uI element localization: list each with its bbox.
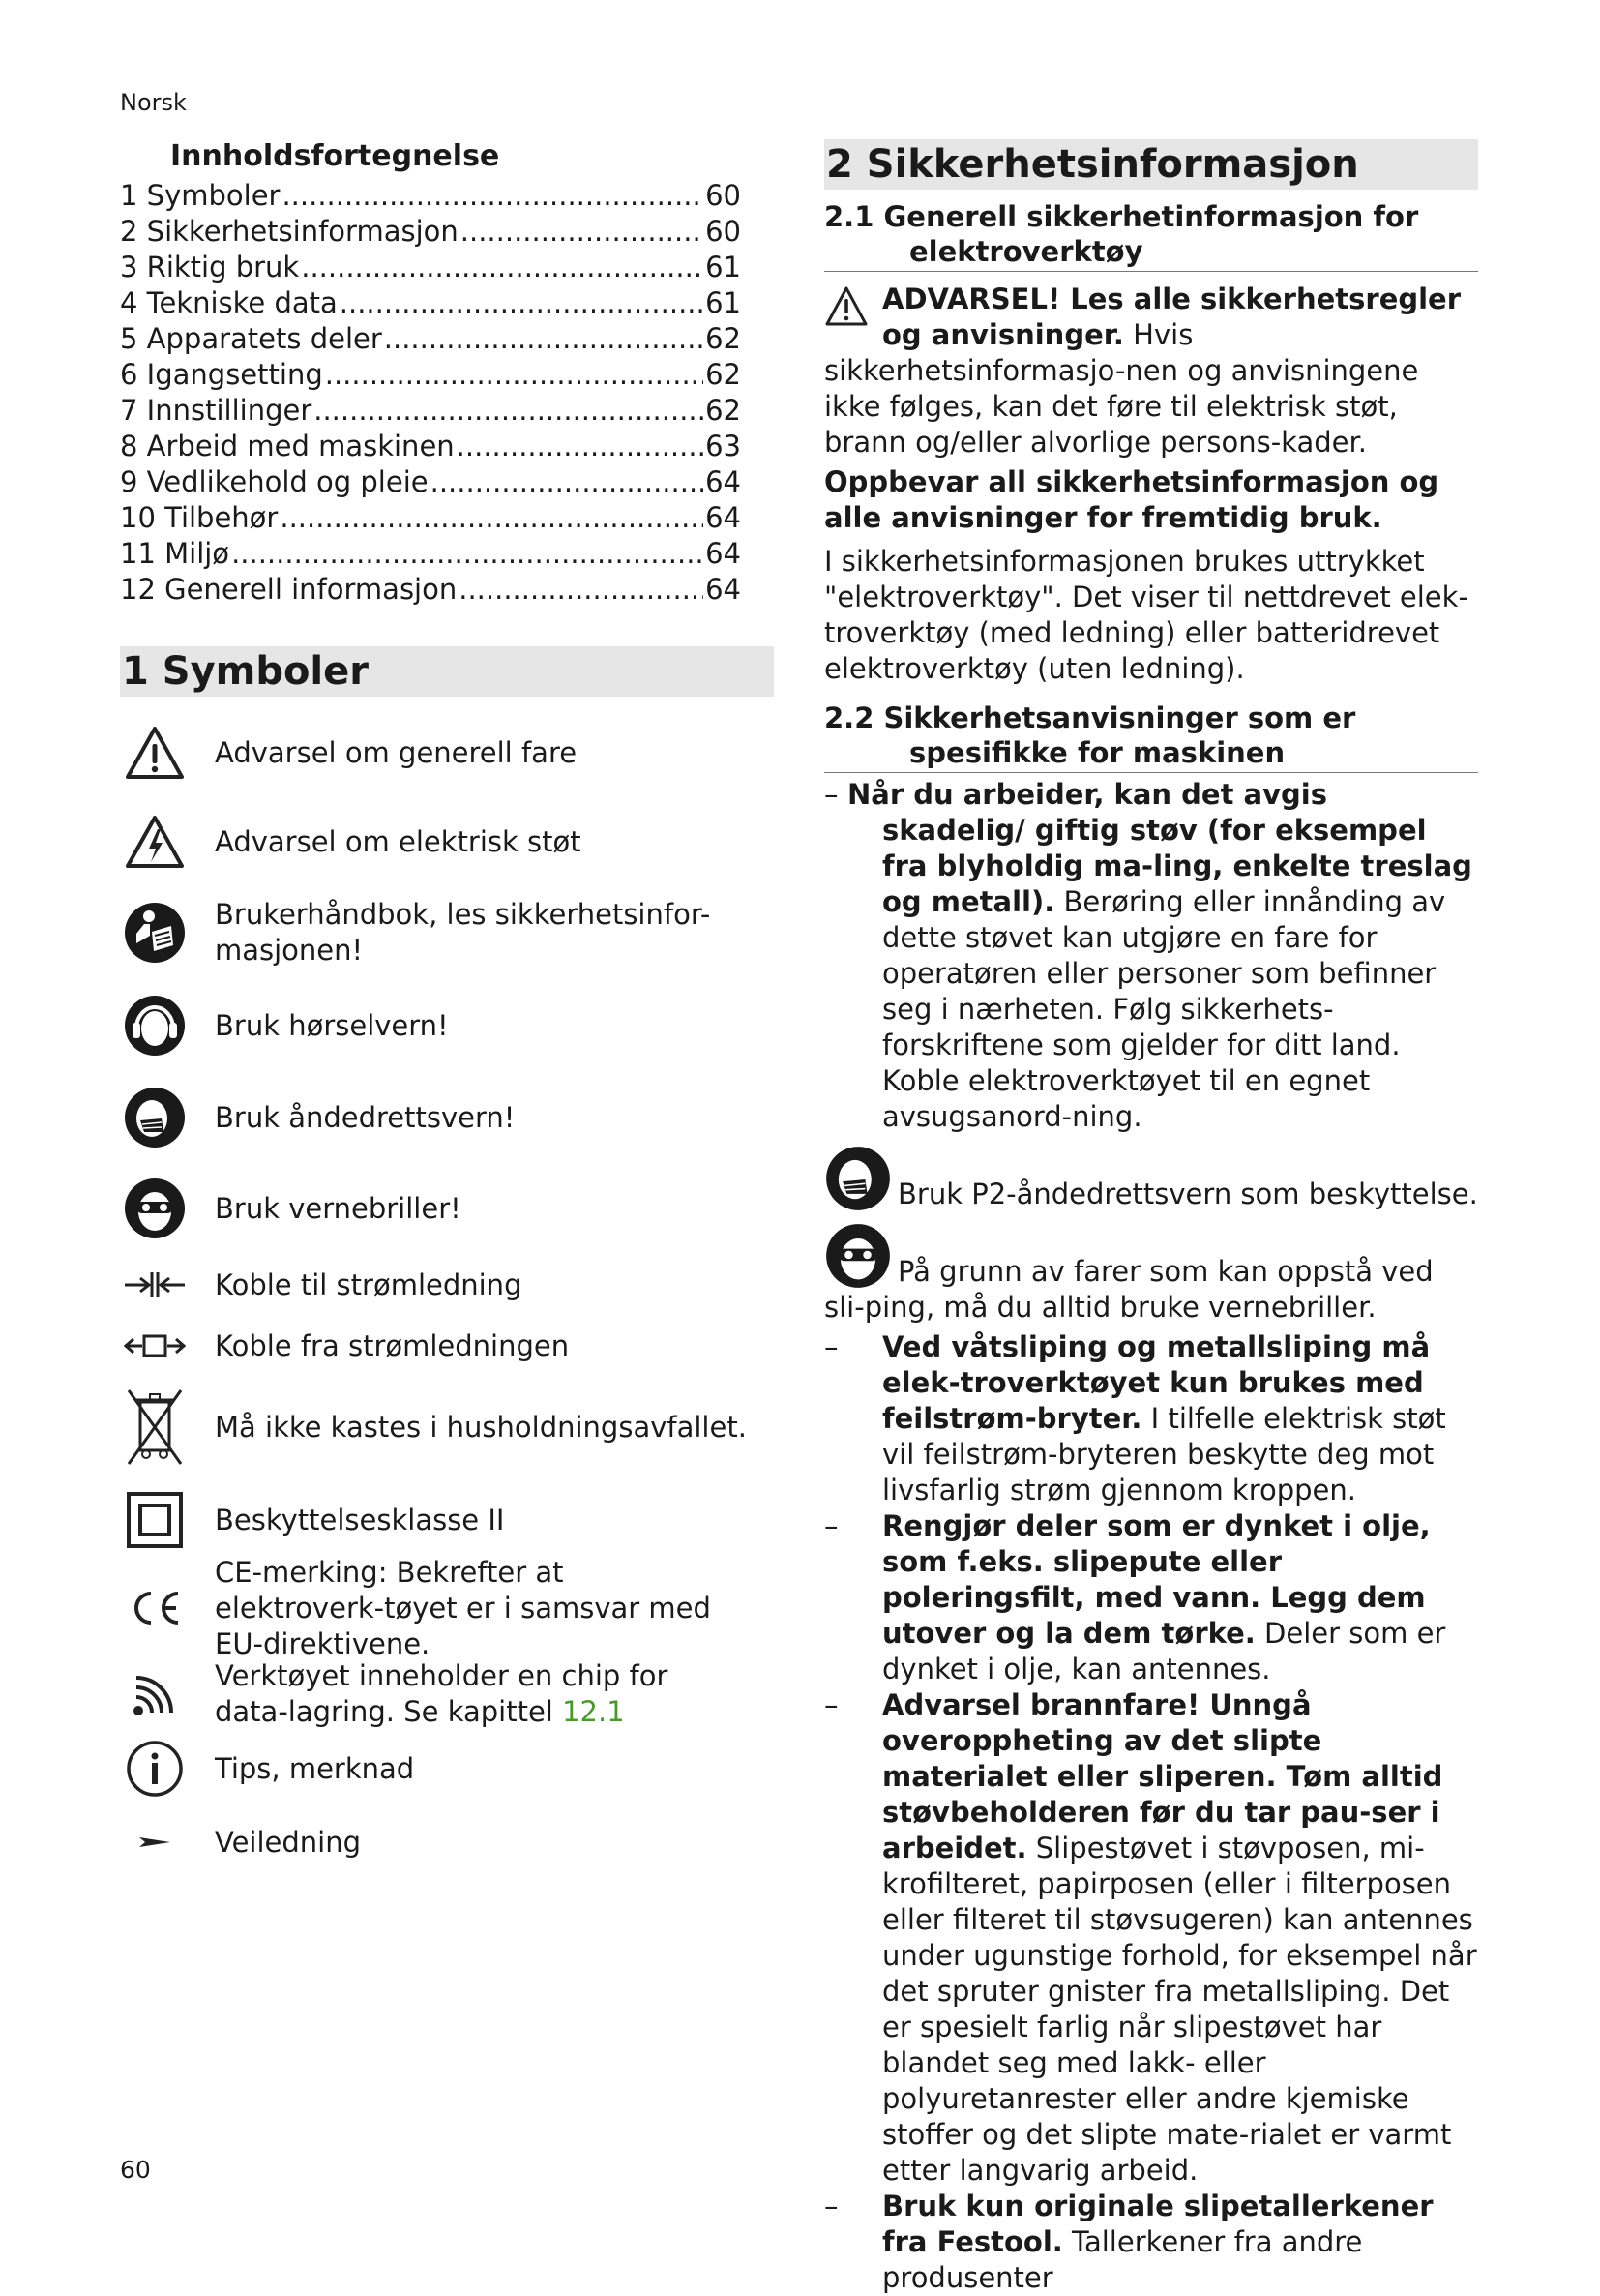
toc-entry[interactable]: 2 Sikkerhetsinformasjon ..... 60	[120, 214, 741, 250]
toc-entry[interactable]: 12 Generell informasjon ..... 64	[120, 572, 741, 608]
plug-disconnect-icon	[120, 1330, 190, 1361]
symbol-row: Brukerhåndbok, les sikkerhetsinfor-masjonen!	[120, 886, 774, 979]
symbol-row: Advarsel om elektrisk støt	[120, 797, 774, 886]
toc-entry[interactable]: 5 Apparatets deler ..... 62	[120, 321, 741, 357]
language-label: Norsk	[120, 89, 187, 116]
info-icon	[120, 1740, 190, 1798]
keep-instructions: Oppbevar all sikkerhetsinformasjon og alle anvisninger for fremtidig bruk.	[824, 465, 1439, 534]
term-explanation: I sikkerhetsinformasjonen brukes uttrykket "elektroverktøy". Det viser til nettdrevet elek-troverktøy (med ledning) eller batteridrevet elektroverktøy (uten ledning).	[824, 545, 1468, 685]
bullet-dust: – Når du arbeider, kan det avgis skadelig/ giftig støv (for eksempel fra blyholdig ma-ling, enkelte treslag og metall). Berøring eller innånding av dette støvet kan utgjøre en fare for operatøren eller personer som befinner seg i nærheten. Følg sikkerhets-forskriftene som gjelder for ditt land. Koble elektroverktøyet til en egnet avsugsanord-ning.	[824, 778, 1472, 1133]
rfid-chip-icon	[120, 1670, 190, 1718]
p2-respirator-line: Bruk P2-åndedrettsvern som beskyttelse.	[824, 1145, 1478, 1212]
right-column	[824, 139, 1478, 2296]
rfid-description: Verktøyet inneholder en chip for data-lagring. Se kapittel	[215, 1659, 668, 1728]
table-of-contents	[120, 178, 741, 608]
symbol-row: Bruk åndedrettsvern!	[120, 1072, 774, 1163]
section-heading-symbols: 1 Symboler	[120, 646, 774, 697]
respirator-icon	[120, 1086, 190, 1149]
toc-entry[interactable]: 3 Riktig bruk ..... 61	[120, 250, 741, 285]
electric-shock-warning-icon	[120, 814, 190, 870]
symbol-row: Veiledning	[120, 1804, 774, 1881]
page-number: 60	[120, 2156, 151, 2184]
symbol-row: Beskyttelsesklasse II	[120, 1478, 774, 1562]
subsection-heading-2-1: 2.1 Generell sikkerhetinformasjon for elektroverktøy	[824, 199, 1478, 272]
warning-triangle-icon	[824, 285, 869, 328]
symbol-row: Koble fra strømledningen	[120, 1316, 774, 1376]
read-manual-icon	[120, 901, 190, 965]
safety-goggles-icon	[120, 1177, 190, 1240]
crossed-bin-icon	[120, 1387, 190, 1468]
toc-entry[interactable]: 7 Innstillinger ..... 62	[120, 393, 741, 429]
symbol-row	[120, 1655, 774, 1734]
bullet-fire: – Advarsel brannfare! Unngå overoppheting av det slipte materialet eller sliperen. Tøm alltid støvbeholderen før du tar pau-ser i arbeidet. Slipestøvet i støvposen, mi-krofilteret, papirposen (eller i filterposen eller filteret til støvsugeren) kan antennes under ugunstige forhold, for eksempel når det spruter gnister fra metallsliping. Det er spesielt farlig når slipestøvet har blandet seg med lakk- eller polyuretanrester eller andre kjemiske stoffer og det slipte mate-rialet er varmt etter langvarig arbeid.	[824, 1688, 1477, 2187]
toc-entry[interactable]: 9 Vedlikehold og pleie ..... 64	[120, 464, 741, 500]
toc-title: Innholdsfortegnelse	[170, 139, 500, 173]
symbol-list	[120, 708, 774, 1881]
bullet-oil-parts: – Rengjør deler som er dynket i olje, som f.eks. slipepute eller poleringsfilt, med vann. Legg dem utover og la dem tørke. Deler som er dynket i olje, kan antennes.	[824, 1509, 1446, 1685]
plug-connect-icon	[120, 1269, 190, 1300]
toc-entry[interactable]: 4 Tekniske data ..... 61	[120, 285, 741, 321]
toc-entry[interactable]: 11 Miljø ..... 64	[120, 536, 741, 572]
subsection-heading-2-2: 2.2 Sikkerhetsanvisninger som er spesifikke for maskinen	[824, 701, 1478, 773]
symbol-row: Må ikke kastes i husholdningsavfallet.	[120, 1376, 774, 1478]
toc-entry[interactable]: 8 Arbeid med maskinen ..... 63	[120, 429, 741, 464]
symbol-row: Koble til strømledning	[120, 1254, 774, 1316]
arrow-pointer-icon	[120, 1834, 190, 1850]
safety-goggles-icon	[824, 1222, 892, 1290]
protection-class-ii-icon	[120, 1491, 190, 1549]
chapter-link[interactable]: 12.1	[562, 1695, 625, 1728]
bullet-rcd: – Ved våtsliping og metallsliping må elek-troverktøyet kun brukes med feilstrøm-bryter. I tilfelle elektrisk støt vil feilstrøm-bryteren beskytte deg mot livsfarlig strøm gjennom kroppen.	[824, 1330, 1446, 1506]
goggles-line: På grunn av farer som kan oppstå ved sli-ping, må du alltid bruke vernebriller.	[824, 1222, 1478, 1326]
symbol-row: CE-merking: Bekrefter at elektroverk-tøyet er i samsvar med EU-direktivene.	[120, 1562, 774, 1655]
warning-triangle-icon	[120, 725, 190, 781]
toc-entry[interactable]: 10 Tilbehør ..... 64	[120, 500, 741, 536]
ce-mark-icon	[120, 1589, 190, 1627]
section-heading-safety: 2 Sikkerhetsinformasjon	[824, 139, 1478, 190]
ear-protection-icon	[120, 994, 190, 1058]
respirator-icon	[824, 1145, 892, 1212]
symbol-row: Advarsel om generell fare	[120, 708, 774, 797]
symbol-row: Tips, merknad	[120, 1734, 774, 1804]
left-column	[120, 135, 774, 1881]
symbol-row: Bruk hørselvern!	[120, 979, 774, 1072]
toc-entry[interactable]: 1 Symboler ..... 60	[120, 178, 741, 214]
symbol-row: Bruk vernebriller!	[120, 1163, 774, 1254]
toc-entry[interactable]: 6 Igangsetting ..... 62	[120, 357, 741, 393]
bullet-original-pads: – Bruk kun originale slipetallerkener fra Festool. Tallerkener fra andre produsenter	[824, 2190, 1434, 2294]
warning-paragraph: ADVARSEL! Les alle sikkerhetsregler og anvisninger. Hvis sikkerhetsinformasjo-nen og anvisningene ikke følges, kan det føre til elektrisk støt, brann og/eller alvorlige persons-kader.	[824, 283, 1462, 459]
